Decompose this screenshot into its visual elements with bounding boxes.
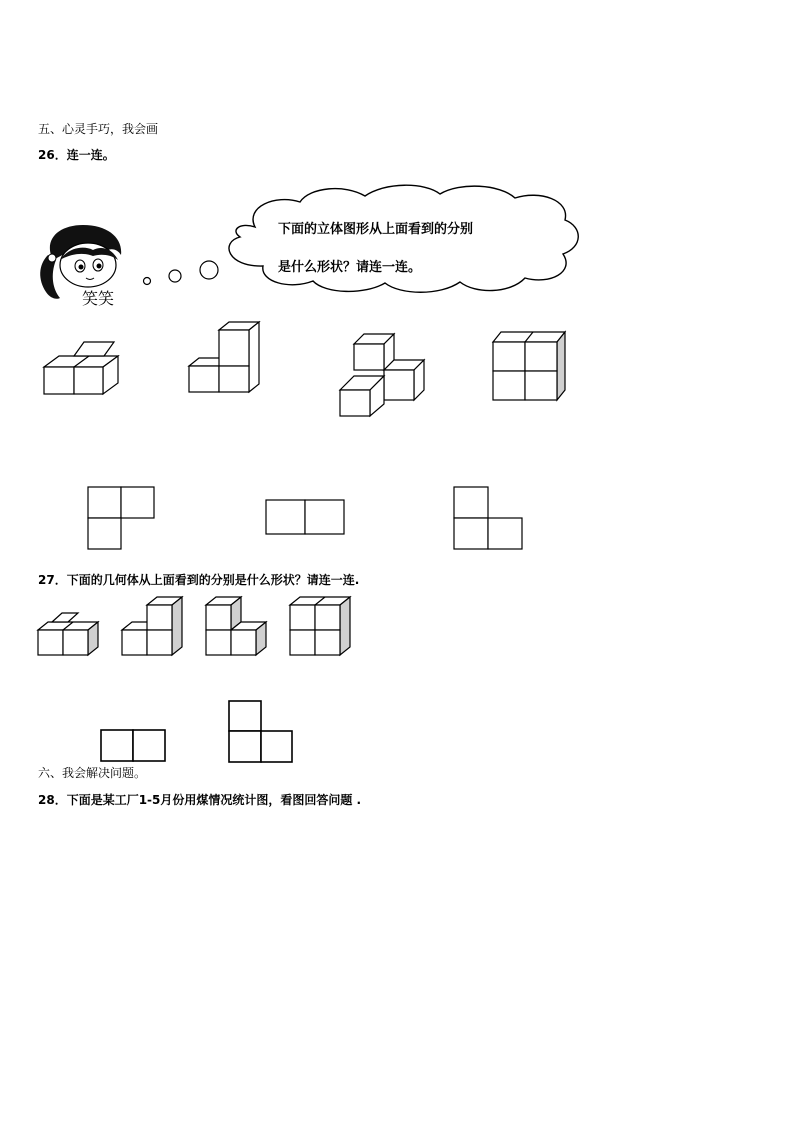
section-heading-5: 五、心灵手巧，我会画 (38, 122, 159, 136)
question-27-text: 27．下面的几何体从上面看到的分别是什么形状？请连一连. (38, 573, 360, 587)
question-28-text: 28．下面是某工厂1-5月份用煤情况统计图，看图回答问题 . (38, 793, 362, 807)
question-26-number: 26．连一连。 (38, 148, 115, 162)
q27-solid-2 (122, 597, 187, 658)
section-heading-6: 六、我会解决问题。 (38, 766, 147, 780)
q26-solid-3 (340, 334, 430, 416)
q26-solid-2 (189, 322, 264, 394)
q26-solid-1 (44, 342, 124, 398)
q27-solid-3 (206, 597, 271, 658)
q27-solid-1 (38, 613, 103, 658)
q27-view-l-shape (229, 701, 295, 765)
speech-line-1: 下面的立体图形从上面看到的分别 (278, 222, 474, 237)
q26-view-l-shape-right (454, 487, 526, 551)
speech-line-2: 是什么形状？请连一连。 (278, 260, 422, 275)
character-name: 笑笑 (82, 289, 115, 308)
q26-view-two-squares (266, 500, 346, 536)
q26-solid-4 (493, 332, 568, 402)
q27-solid-4 (290, 597, 355, 658)
cloud-speech-bubble (215, 182, 585, 297)
q27-view-two-squares (101, 730, 167, 764)
q26-view-l-shape (88, 487, 158, 551)
